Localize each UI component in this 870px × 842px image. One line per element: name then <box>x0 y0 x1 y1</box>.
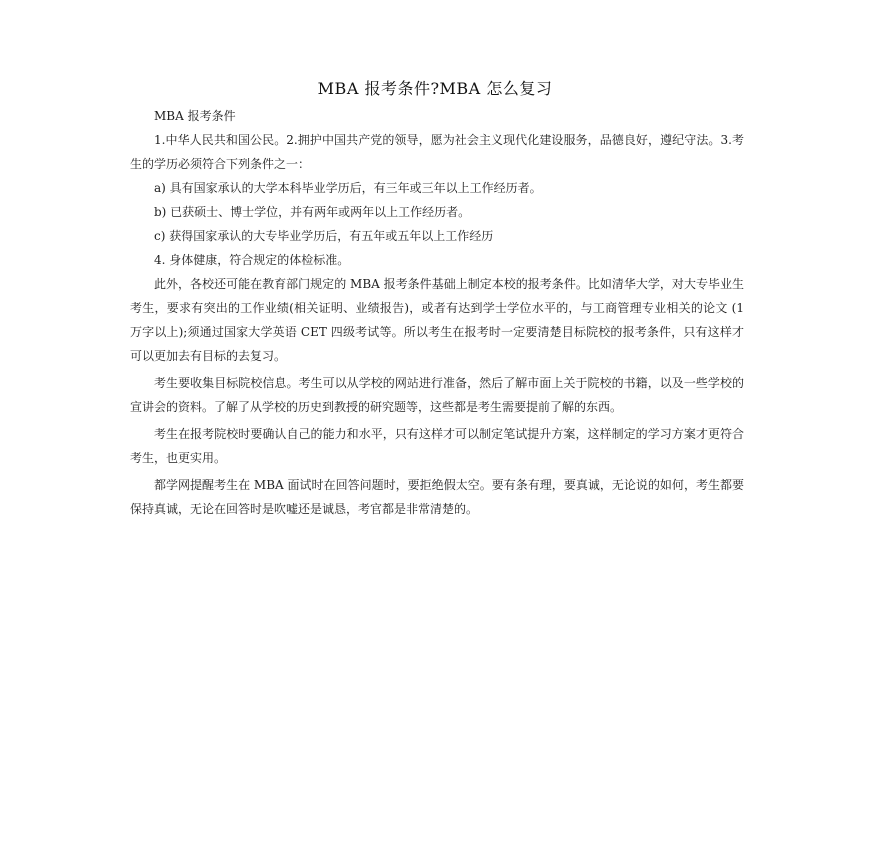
paragraph-collect-info: 考生要收集目标院校信息。考生可以从学校的网站进行准备，然后了解市面上关于院校的书籍，以及一些学校的宣讲会的资料。了解了从学校的历史到教授的研究题等，这些都是考生需要提前了解的东西。 <box>130 376 744 414</box>
section-heading: MBA 报考条件 <box>154 109 236 123</box>
paragraph-conditions: 1.中华人民共和国公民。2.拥护中国共产党的领导，愿为社会主义现代化建设服务，品德良好，遵纪守法。3.考生的学历必须符合下列条件之一： <box>130 133 744 171</box>
paragraph-condition-a: a) 具有国家承认的大学本科毕业学历后，有三年或三年以上工作经历者。 <box>154 181 542 195</box>
paragraph-health: 4. 身体健康，符合规定的体检标准。 <box>154 253 350 267</box>
paragraph-school-requirements: 此外，各校还可能在教育部门规定的 MBA 报考条件基础上制定本校的报考条件。比如清华大学，对大专毕业生考生，要求有突出的工作业绩(相关证明、业绩报告)，或者有达到学士学位水平的，与工商管理专业相关的论文 (1 万字以上);须通过国家大学英语 CET 四级考试等。所以考生在报考时一定要清楚目标院校的报考条件，只有这样才可以更加去有目标的去复习。 <box>130 277 744 363</box>
paragraph-interview-tip: 都学网提醒考生在 MBA 面试时在回答问题时，要拒绝假太空。要有条有理，要真诚，无论说的如何，考生都要保持真诚，无论在回答时是吹嘘还是诚恳，考官都是非常清楚的。 <box>130 478 744 516</box>
paragraph-condition-c: c) 获得国家承认的大专毕业学历后，有五年或五年以上工作经历 <box>154 229 494 243</box>
paragraph-condition-b: b) 已获硕士、博士学位，并有两年或两年以上工作经历者。 <box>154 205 471 219</box>
document-body <box>130 104 744 521</box>
document-title: MBA 报考条件?MBA 怎么复习 <box>317 79 553 98</box>
paragraph-ability: 考生在报考院校时要确认自己的能力和水平，只有这样才可以制定笔试提升方案，这样制定的学习方案才更符合考生，也更实用。 <box>130 427 744 465</box>
